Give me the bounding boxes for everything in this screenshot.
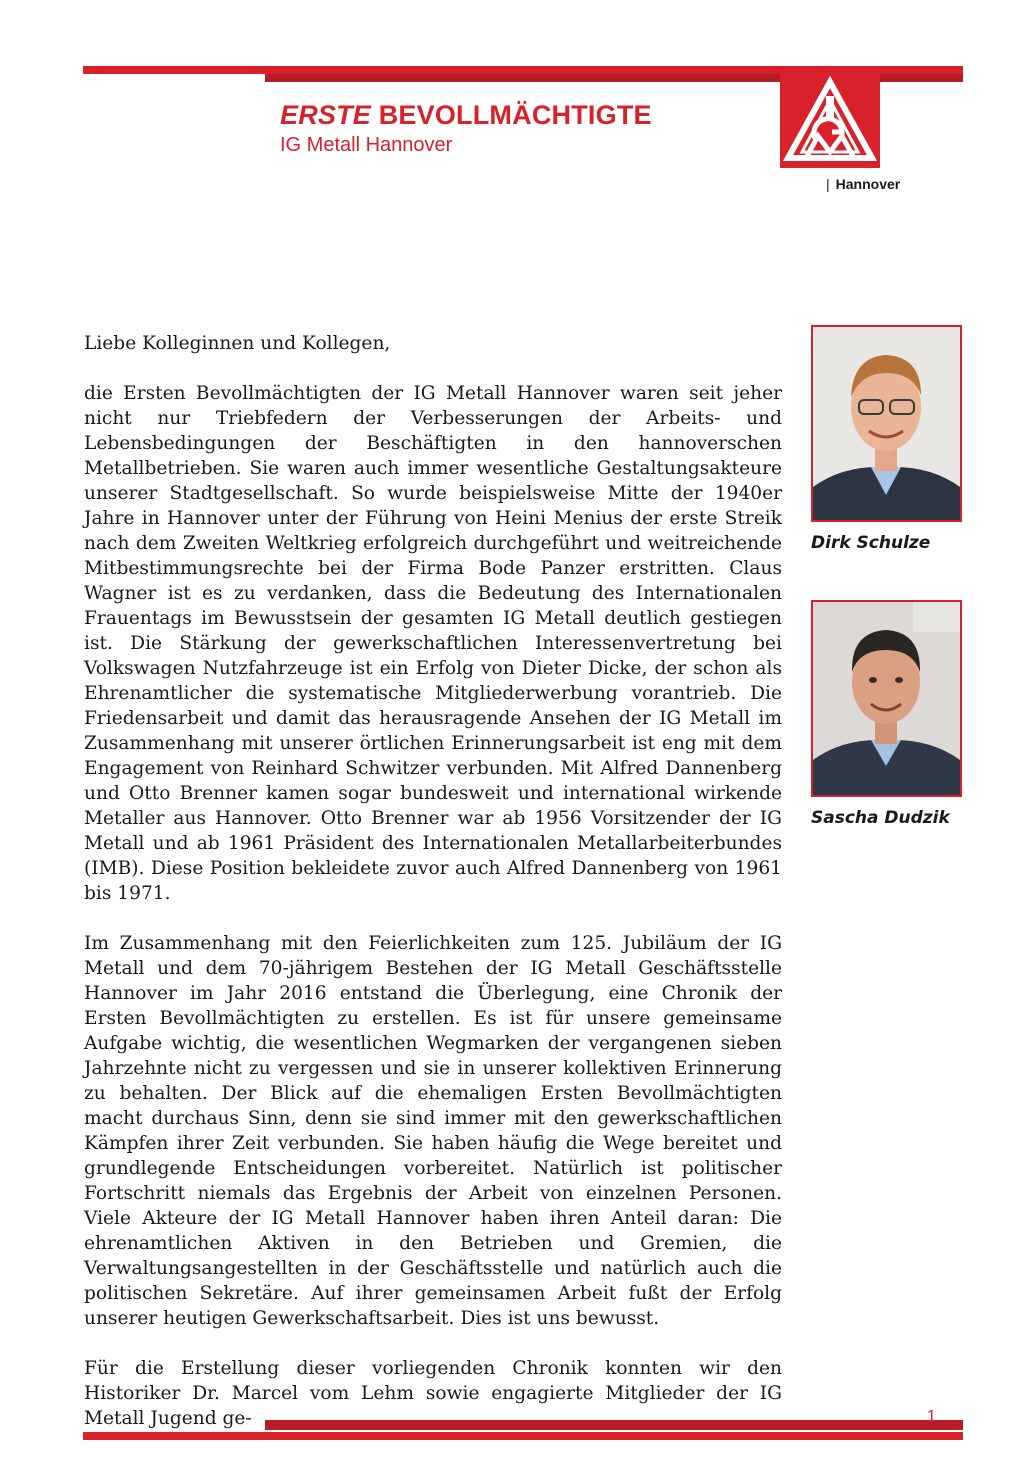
- page-title: [280, 100, 652, 131]
- portrait-caption: Dirk Schulze: [811, 533, 931, 553]
- letter-body: [84, 331, 782, 1431]
- title-rest: BEVOLLMÄCHTIGTE: [371, 100, 652, 130]
- logo-caption-text: Hannover: [835, 176, 901, 192]
- page-number: 1: [927, 1408, 936, 1425]
- portrait-caption: Sascha Dudzik: [811, 808, 950, 828]
- portrait-photo: [811, 600, 962, 797]
- portrait-image: [813, 327, 960, 520]
- portrait-image: [813, 602, 960, 795]
- bottom-accent-bar: [265, 1420, 963, 1430]
- paragraph-2: Im Zusammenhang mit den Feierlichkeiten zum 125. Jubiläum der IG Metall und dem 70-jährigem Bestehen der IG Metall Geschäftsstelle Hannover im Jahr 2016 entstand die Überlegung, eine Chronik der Ersten Bevollmächtigten zu erstellen. Es ist für unsere gemeinsame Aufgabe wichtig, die wesentlichen Wegmarken der vergangenen sieben Jahrzehnte nicht zu vergessen und sie in unserer kollektiven Erinnerung zu behalten. Der Blick auf die ehemaligen Ersten Bevollmächtigten macht durchaus Sinn, denn sie sind immer mit den gewerkschaftlichen Kämpfen ihrer Zeit verbunden. Sie haben häufig die Wege bereitet und grundlegende Entscheidungen vorbereitet. Natürlich ist politischer Fortschritt niemals das Ergebnis der Arbeit von einzelnen Personen. Viele Akteure der IG Metall Hannover haben ihren Anteil daran: Die ehrenamtlichen Aktiven in den Betrieben und Gremien, die Verwaltungsangestellten in der Geschäftsstelle und natürlich auch die politischen Sekretäre. Auf ihrer gemeinsamen Arbeit fußt der Erfolg unserer heutigen Gewerkschaftsarbeit. Dies ist uns bewusst.: [84, 933, 782, 1329]
- page-subtitle: IG Metall Hannover: [280, 134, 453, 156]
- salutation: Liebe Kolleginnen und Kollegen,: [84, 333, 391, 354]
- logo-caption-separator: |: [826, 176, 830, 192]
- title-emphasis: ERSTE: [280, 100, 372, 130]
- paragraph-1: die Ersten Bevollmächtigten der IG Metall Hannover waren seit jeher nicht nur Triebfedern der Verbesserungen der Arbeits- und Lebensbedingungen der Beschäftigten in den hannoverschen Metallbetrieben. Sie waren auch immer wesentliche Gestaltungsakteure unserer Stadtgesellschaft. So wurde beispielsweise Mitte der 1940er Jahre in Hannover unter der Führung von Heini Menius der erste Streik nach dem Zweiten Weltkrieg erfolgreich durchgeführt und weitreichende Mitbestimmungsrechte bei der Firma Bode Panzer erstritten. Claus Wagner ist es zu verdanken, dass die Bedeutung des Internationalen Frauentags im Bewusstsein der gesamten IG Metall deutlich gestiegen ist. Die Stärkung der gewerkschaftlichen Interessenvertretung bei Volkswagen Nutzfahrzeuge ist ein Erfolg von Dieter Dicke, der schon als Ehrenamtlicher die systematische Mitgliederwerbung vorantrieb. Die Friedensarbeit und damit das herausragende Ansehen der IG Metall im Zusammenhang mit unserer örtlichen Erinnerungsarbeit ist eng mit dem Engagement von Reinhard Schwitzer verbunden. Mit Alfred Dannenberg und Otto Brenner kamen sogar bundesweit und international wirkende Metaller aus Hannover. Otto Brenner war ab 1956 Vorsitzender der IG Metall und ab 1961 Präsident des Internationalen Metallarbeiterbundes (IMB). Diese Position bekleidete zuvor auch Alfred Dannenberg von 1961 bis 1971.: [84, 383, 782, 904]
- portrait-photo: [811, 325, 962, 522]
- paragraph-3: Für die Erstellung dieser vorliegenden Chronik konnten wir den Historiker Dr. Marcel vom Lehm sowie engagierte Mitglieder der IG Metall Jugend ge-: [84, 1358, 782, 1429]
- top-red-bar: [83, 66, 963, 74]
- logo-caption: [826, 176, 900, 192]
- bottom-red-bar: [83, 1432, 963, 1440]
- ig-metall-logo-icon: [780, 74, 880, 168]
- ig-metall-logo: [780, 74, 880, 168]
